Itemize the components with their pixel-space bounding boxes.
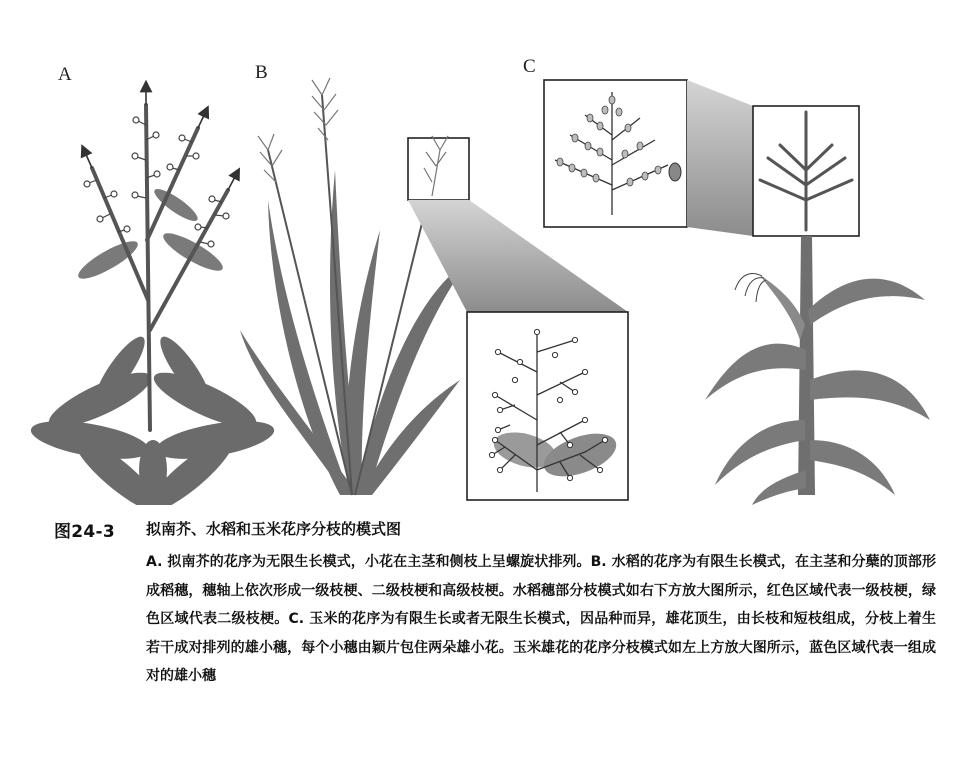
maize-ear	[760, 275, 805, 340]
panel-label-a: A	[58, 64, 72, 85]
arabidopsis-rosette-leaves	[28, 331, 277, 505]
figure-description: A. 拟南芥的花序为无限生长模式，小花在主茎和侧枝上呈螺旋状排列。B. 水稻的花序为有限生长模式，在主茎和分蘖的顶部形成稻穗，穗轴上依次形成一级枝梗、二级枝梗和高级枝梗。水稻穗部分枝模式如右下方放大图所示，红色区域代表一级枝梗，绿色区域代表二级枝梗。C. 玉米的花序为有限生长或者无限生长模式，因品种而异，雄花顶生，由长枝和短枝组成，分枝上着生若干成对排列的雄小穗，每个小穗由颖片包住两朵雄小花。玉米雄花的花序分枝模式如左上方放大图所示，蓝色区域代表一组成对的雄小穗	[146, 554, 936, 684]
arabidopsis-plant	[28, 86, 277, 505]
maize-silk	[735, 274, 766, 302]
maize-leaves	[705, 279, 930, 505]
maize-callout-connector	[687, 80, 753, 236]
maize-spikelet-pair-region	[669, 163, 681, 181]
arabidopsis-flowers	[84, 117, 229, 247]
figure-title: 拟南芥、水稻和玉米花序分枝的模式图	[146, 520, 402, 538]
panel-label-c: C	[523, 56, 536, 77]
maize-zoom-box	[544, 80, 687, 227]
figure-number: 图24-3	[54, 522, 116, 542]
panel-label-b: B	[255, 62, 268, 83]
